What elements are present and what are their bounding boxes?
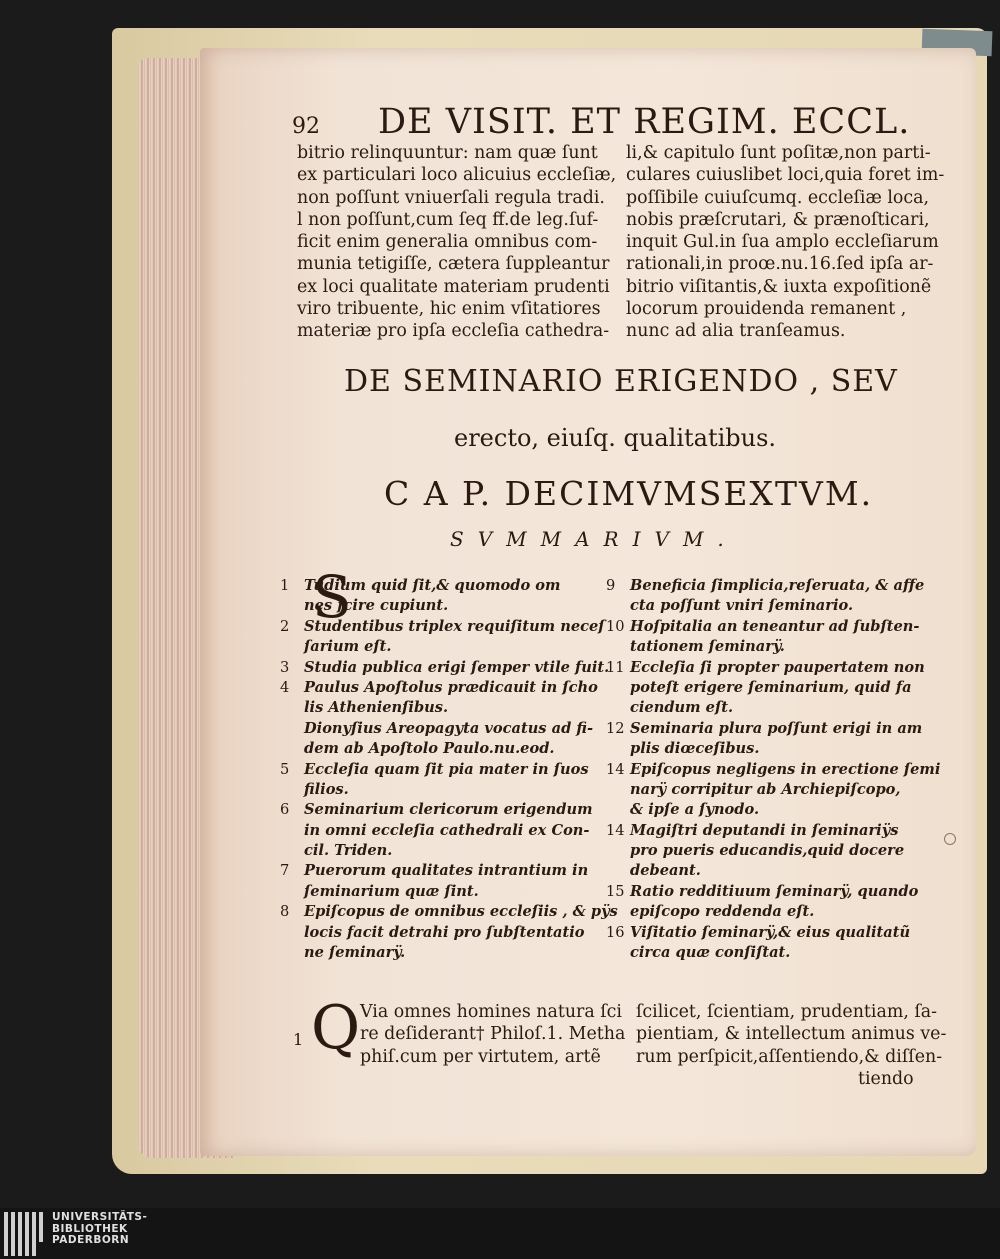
summary-row bbox=[606, 760, 946, 780]
item-number: 3 bbox=[280, 658, 290, 676]
summary-row bbox=[606, 719, 946, 739]
item-number: 12 bbox=[606, 719, 625, 737]
item-text: & ipſe a ſynodo. bbox=[630, 801, 760, 819]
top-right-column bbox=[626, 142, 944, 343]
item-text: Dionyſius Areopagyta vocatus ad fi- bbox=[304, 719, 594, 737]
page-number: 92 bbox=[292, 114, 320, 139]
summary-row bbox=[606, 800, 946, 820]
item-number: 9 bbox=[606, 577, 616, 594]
item-text: circa quæ conſiſtat. bbox=[630, 944, 791, 962]
text-line: rationali,in proœ.nu.16.ſed ipſa ar- bbox=[626, 254, 934, 275]
item-text: ne ſeminarÿ. bbox=[304, 944, 406, 962]
item-text: Eccleſia ſi propter paupertatem non bbox=[630, 658, 925, 676]
text-line: li,& capitulo ſunt poſitæ,non parti- bbox=[626, 143, 931, 163]
text-line: l non poſſunt,cum ſeq ff.de leg.ſuf- bbox=[297, 209, 599, 230]
summary-row bbox=[280, 821, 610, 841]
margin-number: 1 bbox=[293, 1030, 304, 1049]
text-line: viro tribuente, hic enim vſitatiores bbox=[297, 299, 601, 320]
summary-row bbox=[280, 596, 610, 616]
library-name bbox=[52, 1212, 147, 1247]
item-text: debeant. bbox=[630, 862, 701, 880]
summary-row bbox=[280, 719, 610, 739]
item-number: 5 bbox=[280, 760, 290, 778]
item-number: 2 bbox=[280, 617, 290, 635]
text-line: munia tetigiſſe, cætera ſuppleantur bbox=[297, 254, 610, 275]
item-text: locis facit detrahi pro ſubſtentatio bbox=[304, 923, 585, 941]
text-line: phiſ.cum per virtutem, artẽ bbox=[360, 1046, 601, 1067]
item-number: 8 bbox=[280, 903, 290, 921]
item-text: dem ab Apoſtolo Paulo.nu.eod. bbox=[304, 740, 555, 758]
text-line: ex loci qualitate materiam prudenti bbox=[297, 276, 610, 297]
summary-drop-cap: S bbox=[312, 563, 352, 631]
item-text: pro pueris educandis,quid docere bbox=[630, 842, 905, 860]
summary-row bbox=[280, 861, 610, 881]
item-text: epiſcopo reddenda eſt. bbox=[630, 903, 815, 921]
text-line: pientiam, & intellectum animus ve- bbox=[636, 1024, 947, 1045]
summary-row bbox=[606, 943, 946, 963]
body-drop-cap: Q bbox=[311, 993, 361, 1063]
summary-row bbox=[606, 861, 946, 881]
item-number: 16 bbox=[606, 923, 625, 941]
item-number: 7 bbox=[280, 862, 290, 880]
summary-row bbox=[606, 780, 946, 800]
summary-right-list bbox=[606, 576, 946, 963]
summary-row bbox=[280, 698, 610, 718]
library-name-line: UNIVERSITÄTS- bbox=[52, 1211, 148, 1223]
item-number: 14 bbox=[606, 821, 625, 839]
summary-row bbox=[280, 739, 610, 759]
item-number: 1 bbox=[280, 577, 290, 594]
text-line: ficit enim generalia omnibus com- bbox=[297, 232, 598, 253]
summary-row bbox=[280, 780, 610, 800]
item-text: lis Athenienſibus. bbox=[304, 699, 449, 717]
summary-row bbox=[606, 698, 946, 718]
item-number: 15 bbox=[606, 882, 625, 900]
item-text: nes ſcire cupiunt. bbox=[304, 597, 449, 615]
summary-row bbox=[606, 902, 946, 922]
library-name-line: BIBLIOTHEK bbox=[52, 1222, 128, 1235]
text-line: locorum prouidenda remanent , bbox=[626, 299, 907, 320]
summary-row bbox=[606, 882, 946, 902]
library-footer bbox=[0, 1208, 1000, 1259]
text-line: bitrio viſitantis,& iuxta expoſitionẽ bbox=[626, 276, 932, 297]
item-text: in omni eccleſia cathedrali ex Con- bbox=[304, 821, 590, 839]
body-right-column bbox=[636, 1001, 946, 1090]
summary-row bbox=[280, 637, 610, 657]
summary-row bbox=[606, 596, 946, 616]
item-text: plis diœceſibus. bbox=[630, 740, 760, 758]
text-line: re deſiderant† Philoſ.1. Metha bbox=[360, 1024, 626, 1045]
item-text: Beneficia ſimplicia,reſeruata, & affe bbox=[630, 577, 925, 594]
item-text: Epiſcopus de omnibus eccleſiis , & pÿs bbox=[304, 903, 618, 921]
summary-row bbox=[606, 637, 946, 657]
summary-row bbox=[280, 902, 618, 922]
item-text: poteſt erigere ſeminarium, quid fa bbox=[630, 678, 912, 696]
text-line: culares cuiuslibet loci,quia foret im- bbox=[626, 165, 945, 186]
item-text: tationem ſeminarÿ. bbox=[630, 638, 785, 656]
item-number: 11 bbox=[606, 658, 625, 676]
summary-row bbox=[280, 882, 610, 902]
item-text: Paulus Apoſtolus prædicauit in ſcho bbox=[304, 678, 598, 696]
text-line: materiæ pro ipſa eccleſia cathedra- bbox=[297, 321, 610, 342]
summary-row bbox=[606, 821, 946, 841]
item-text: Puerorum qualitates intrantium in bbox=[304, 862, 589, 880]
item-text: Epiſcopus negligens in erectione ſemi bbox=[630, 760, 941, 778]
summary-row bbox=[606, 658, 946, 678]
summary-row bbox=[280, 760, 610, 780]
item-text: narÿ corripitur ab Archiepiſcopo, bbox=[630, 780, 901, 798]
item-text: Viſitatio ſeminarÿ,& eius qualitatũ bbox=[630, 923, 911, 941]
item-text: Seminaria plura poſſunt erigi in am bbox=[630, 719, 923, 737]
item-number: 4 bbox=[280, 678, 290, 696]
summary-row bbox=[280, 943, 610, 963]
item-text: cta poſſunt vniri ſeminario. bbox=[630, 597, 854, 615]
text-line: bitrio relinquuntur: nam quæ ſunt bbox=[297, 143, 598, 163]
item-text: Hoſpitalia an teneantur ad ſubſten- bbox=[630, 617, 920, 635]
item-text: Tudium quid ſit,& quomodo om bbox=[304, 577, 561, 594]
body-left-column bbox=[360, 1001, 625, 1068]
item-number: 14 bbox=[606, 760, 625, 778]
item-text: filios. bbox=[304, 780, 349, 798]
summary-row bbox=[606, 841, 946, 861]
text-line: nobis præſcrutari, & prænoſticari, bbox=[626, 209, 930, 230]
item-text: ſarium eſt. bbox=[304, 638, 392, 656]
summary-row bbox=[606, 617, 946, 637]
summary-row bbox=[280, 800, 610, 820]
top-left-column bbox=[297, 142, 616, 343]
summary-row bbox=[280, 841, 610, 861]
item-text: ſeminarium quæ ſint. bbox=[304, 882, 479, 900]
chapter-title: DE SEMINARIO ERIGENDO , SEV bbox=[344, 364, 898, 399]
text-line: ex particulari loco alicuius eccleſiæ, bbox=[297, 165, 617, 186]
chapter-number: C A P. DECIMVMSEXTVM. bbox=[384, 474, 874, 513]
library-name-line: PADERBORN bbox=[52, 1234, 130, 1246]
summary-row bbox=[280, 923, 610, 943]
item-text: cil. Triden. bbox=[304, 842, 393, 860]
summary-row bbox=[606, 576, 946, 596]
summary-row bbox=[280, 658, 610, 678]
item-text: Studia publica erigi ſemper vtile fuit. bbox=[304, 658, 610, 676]
item-number: 6 bbox=[280, 801, 290, 819]
text-line: inquit Gul.in ſua amplo eccleſiarum bbox=[626, 232, 939, 253]
text-line: poſſibile cuiuſcumq. eccleſiæ loca, bbox=[626, 187, 930, 208]
text-line: tiendo bbox=[858, 1068, 914, 1089]
text-line: ſcilicet, ſcientiam, prudentiam, ſa- bbox=[636, 1002, 938, 1022]
library-logo-icon bbox=[4, 1212, 44, 1256]
chapter-subtitle: erecto, eiuſq. qualitatibus. bbox=[454, 424, 777, 452]
summary-row bbox=[606, 678, 946, 698]
text-line: rum perſpicit,aſſentiendo,& diſſen- bbox=[636, 1046, 943, 1067]
item-text: ciendum eſt. bbox=[630, 699, 734, 717]
summary-row bbox=[606, 923, 946, 943]
item-text: Seminarium clericorum erigendum bbox=[304, 801, 593, 819]
item-text: Ratio redditiuum ſeminarÿ, quando bbox=[630, 882, 919, 900]
running-head-title: DE VISIT. ET REGIM. ECCL. bbox=[378, 102, 911, 142]
summary-heading: SVMMARIVM. bbox=[450, 527, 738, 551]
summary-row bbox=[606, 739, 946, 759]
margin-hole-mark bbox=[944, 833, 956, 845]
item-text: Studentibus triplex requiſitum neceſ bbox=[304, 617, 605, 635]
text-line: non poſſunt vniuerſali regula tradi. bbox=[297, 187, 605, 208]
item-text: Magiſtri deputandi in ſeminariÿs bbox=[630, 821, 899, 839]
item-number: 10 bbox=[606, 617, 625, 635]
summary-row bbox=[280, 617, 610, 637]
text-line: Via omnes homines natura ſci bbox=[360, 1002, 622, 1022]
summary-row bbox=[280, 576, 610, 596]
item-text: Eccleſia quam ſit pia mater in ſuos bbox=[304, 760, 589, 778]
summary-row bbox=[280, 678, 610, 698]
text-line: nunc ad alia tranſeamus. bbox=[626, 321, 846, 342]
